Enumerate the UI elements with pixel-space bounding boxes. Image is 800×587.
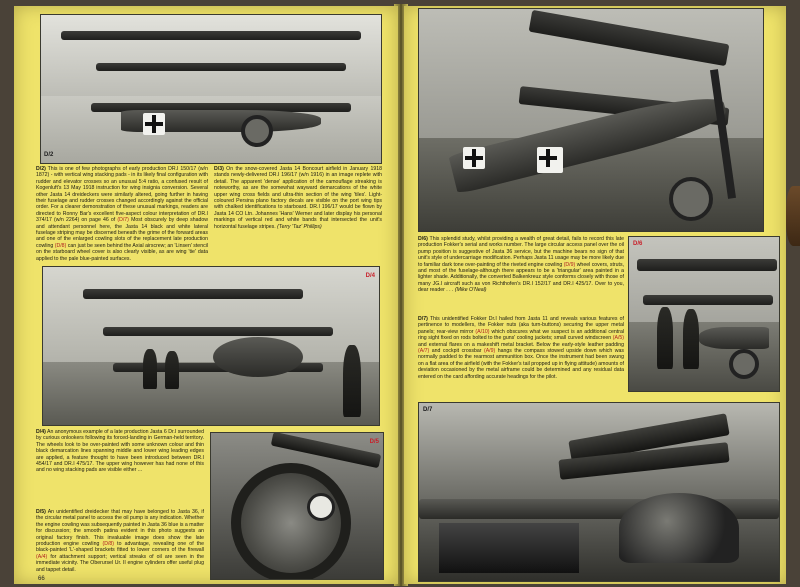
photo-d7 bbox=[418, 402, 780, 582]
caption-d6: D/6) This splendid study, whilst providing a wealth of great detail, fails to record this late production Fokker's serial and works number. The large circular access panel over the oil pump position is suggestive of Jasta 36 service, but the machine bears no sign of that unit's style of undercarriage modification. Perhaps Jasta 11 usage may be more likely due to familiar dark tone over-painting of the riveted engine cowling (D/9) wheel covers, struts, and most of the fuselage-although there appears to be a 'triangular' area painted in a lighter shade. Additionally, the converted Balkenkreuz style conforms closely with those of many JG.I aircraft such as von Richthofen's DR.I 152/17 and DR.I 425/17. Over to you, dear reader . . . (Mike O'Neal) bbox=[418, 236, 624, 294]
photo-d5 bbox=[210, 432, 384, 580]
photo-tag: D/6 bbox=[633, 241, 643, 247]
photo-tag: D/7 bbox=[423, 407, 433, 413]
cross-insignia bbox=[537, 147, 563, 173]
cross-insignia bbox=[143, 113, 165, 135]
photo-d6-main bbox=[418, 8, 764, 232]
left-page bbox=[14, 6, 398, 584]
caption-d7: D/7) This unidentified Fokker Dr.I hailed from Jasta 11 and reveals various features of pertinence to modellers, the Fokker nuts (aka turn-buttons) securing the upper metal panels; rear-view mirror (A/10) which obscures what we suspect is an additional central ring sight fixed on rods bolted to the guns' cooling jackets; small curved windscreen (A/5) and external flares on a makeshift metal bracket. Below the early-style leather padding (A/7) and cockpit crossbar (A/9) hangs the compass stowed upside down which was normally padded to the rearmost ammunition box. Once the instrument had been swung on a flat area of the airfield (with the Fokker's tail propped up in flying attitude) amounts of deviation occasioned by the metal airframe could be determined and any residual data entered on the card affording accurate headings for the pilot. bbox=[418, 316, 624, 380]
caption-d2: D/2) This is one of few photographs of early production DR.I 150/17 (w/n 1872) - with vertical wing stacking pads - in its likely final configuration with rudder and elevator crosses so an unusual 5:4 ratio, a confused result of Kogenluft's 13 May 1918 instruction for wing insignia conversion. Several other Jasta 14 dreideckers were similarly altered, going further in having their fuselage and rudder crosses changed accordingly against the official order. For a clearer demonstration of these unusual markings, readers are directed to Ronny Bar's excellent five-aspect colour interpretation of DR.I 374/17 (w/n 2264) on page 46 of (D/7) Most obscurely by deep shadow and attendant personnel here, the Jasta 14 black and white lateral fuselage striping may be discerned beneath the grime of the forward areas and one of the enlarged cowling slots of the replacement late production cowling (D/8) can just be seen behind the Axial airscrew; an 'Linsen' stencil on the starboard wheel cover is also clearly visible, as are wing 'tie' data applied to the pale blue-painted surfaces. bbox=[36, 166, 208, 262]
photo-d6-small bbox=[628, 236, 780, 392]
caption-d5: D/5) An unidentified dreidecker that may have belonged to Jasta 36, if the circular metal panel to access the oil pump is any indication. Whether the engine cowling was subsequently painted in Jasta 36 blue is a matter for discussion; the smooth patina evident in this photo suggests an original factory finish. This invaluable image does show the late production engine cowling (D/8) to advantage, revealing one of the black-painted 'L'-shaped brackets fitted to lower corners of the firewall (A/4) for attachment support; vertical streaks of oil are seen in the immediate vicinity. The Oberursel Ur. II engine cylinders offer useful plug and tappet detail. bbox=[36, 509, 204, 573]
photo-tag: D/4 bbox=[365, 273, 375, 279]
photo-tag: D/5 bbox=[369, 439, 379, 445]
background-object bbox=[786, 186, 800, 246]
photo-d2 bbox=[40, 14, 382, 164]
photo-tag: D/2 bbox=[44, 152, 54, 158]
photo-d4 bbox=[42, 266, 380, 426]
caption-d3: D/3) On the snow-covered Jasta 14 Boncourt airfield in January 1918 stands newly-delivered DR.I 196/17 (w/n 1916) in an image replete with detail. The apparent 'dense' application of the camouflage streaking is noteworthy, as are the somewhat wayward demarcations of the white upper wing cross fields and ultra-thin section of the wing 'tiles'. Light-coloured Persina plano factory decals are visible on the port wing tips with chalked identifications to starboard. DR.I 196/17 would be flown by Jasta 14 CO Ltn. Johannes 'Hans' Werner and later display his personal markings of vertical red and white bands that intersected the unit's horizontal fuselage stripes. (Terry 'Taz' Phillips) bbox=[214, 166, 382, 230]
cross-insignia bbox=[463, 147, 485, 169]
right-page bbox=[404, 6, 786, 584]
page-number: 66 bbox=[38, 576, 45, 582]
caption-d4: D/4) An anonymous example of a late production Jasta 6 Dr.I surrounded by curious onlookers following its forced-landing in German-held territory. The wheels look to be over-painted with some unknown colour and thin black demarcation lines spanning middle and lower wing leading edges are applied, a feature thought to have been introduced between DR.I 454/17 and DR.I 475/17. The upper wing however has had none of this and no wing stacking pads are visible either ... bbox=[36, 429, 204, 474]
